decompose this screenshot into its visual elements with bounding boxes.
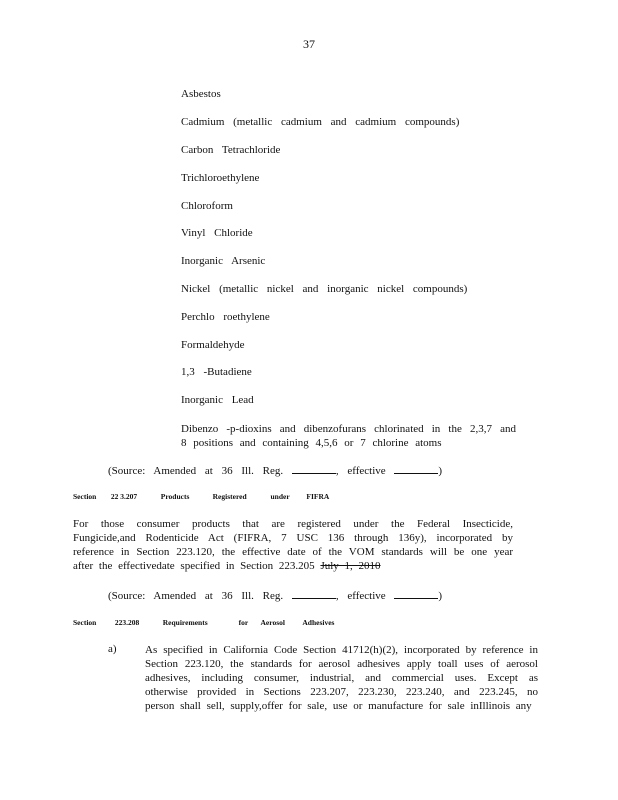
section-207-paragraph <box>73 517 513 573</box>
blank-line <box>394 464 438 474</box>
chemical-item: Asbestos <box>181 88 221 100</box>
heading-word: 223.208 <box>114 618 140 627</box>
source-note-lead: (Source: Amended at 36 Ill. Reg. <box>108 465 284 477</box>
heading-word: Requirements <box>162 618 208 627</box>
heading-word: Adhesives <box>302 618 335 627</box>
chemical-item: Trichloroethylene <box>181 172 260 184</box>
heading-word: FIFRA <box>306 492 330 501</box>
source-note-end: ) <box>438 465 443 477</box>
chemical-item: Dibenzo -p-dioxins and dibenzofurans chlorinated in the 2,3,7 and 8 positions and containing 4,5,6 or 7 chlorine atoms <box>181 423 516 449</box>
blank-line <box>292 464 336 474</box>
chemical-item: Inorganic Arsenic <box>181 255 266 267</box>
section-heading-208 <box>73 618 334 627</box>
chemical-item: Formaldehyde <box>181 339 245 351</box>
chemical-item: Perchlo roethylene <box>181 311 270 323</box>
source-note <box>108 589 442 602</box>
heading-word: Products <box>160 492 190 501</box>
heading-word: under <box>270 492 290 501</box>
page-number: 37 <box>303 37 315 51</box>
chemical-item: Chloroform <box>181 200 233 212</box>
struck-text: July 1, 2010 <box>320 560 381 572</box>
heading-word: Section <box>73 618 97 627</box>
source-note-mid: , effective <box>335 465 386 477</box>
item-label: a) <box>108 643 117 655</box>
blank-line <box>394 589 438 599</box>
source-note-end: ) <box>438 590 443 602</box>
source-note-mid: , effective <box>335 590 386 602</box>
source-note <box>108 464 442 477</box>
chemical-item: Nickel (metallic nickel and inorganic nickel compounds) <box>181 283 468 295</box>
chemical-item: Inorganic Lead <box>181 394 254 406</box>
chemical-item: Cadmium (metallic cadmium and cadmium compounds) <box>181 116 460 128</box>
blank-line <box>292 589 336 599</box>
chemical-item: Vinyl Chloride <box>181 227 253 239</box>
heading-word: 22 3.207 <box>110 492 138 501</box>
heading-word: Aerosol <box>260 618 285 627</box>
heading-word: Registered <box>212 492 247 501</box>
chemical-item: Carbon Tetrachloride <box>181 144 281 156</box>
source-note-lead: (Source: Amended at 36 Ill. Reg. <box>108 590 284 602</box>
item-text: As specified in California Code Section 41712(h)(2), incorporated by reference in Section 223.120, the standards for aerosol adhesives apply toall uses of aerosol adhesives, including consumer, industrial, and commercial uses. Except as otherwise provided in Sections 223.207, 223.230, 223.240, and 223.245, no person shall sell, supply,offer for sale, use or manufacture for sale inIllinois any <box>145 644 538 712</box>
heading-word: for <box>238 618 249 627</box>
heading-word: Section <box>73 492 97 501</box>
section-heading-207 <box>73 492 329 501</box>
paragraph-text: For those consumer products that are registered under the Federal Insecticide, Fungicide,and Rodenticide Act (FIFRA, 7 USC 136 through 136y), incorporated by reference in Section 223.120, the effective date of the VOM standards will be one year after the effectivedate specified in Section 223.205 <box>73 518 513 572</box>
chemical-item: 1,3 -Butadiene <box>181 366 252 378</box>
